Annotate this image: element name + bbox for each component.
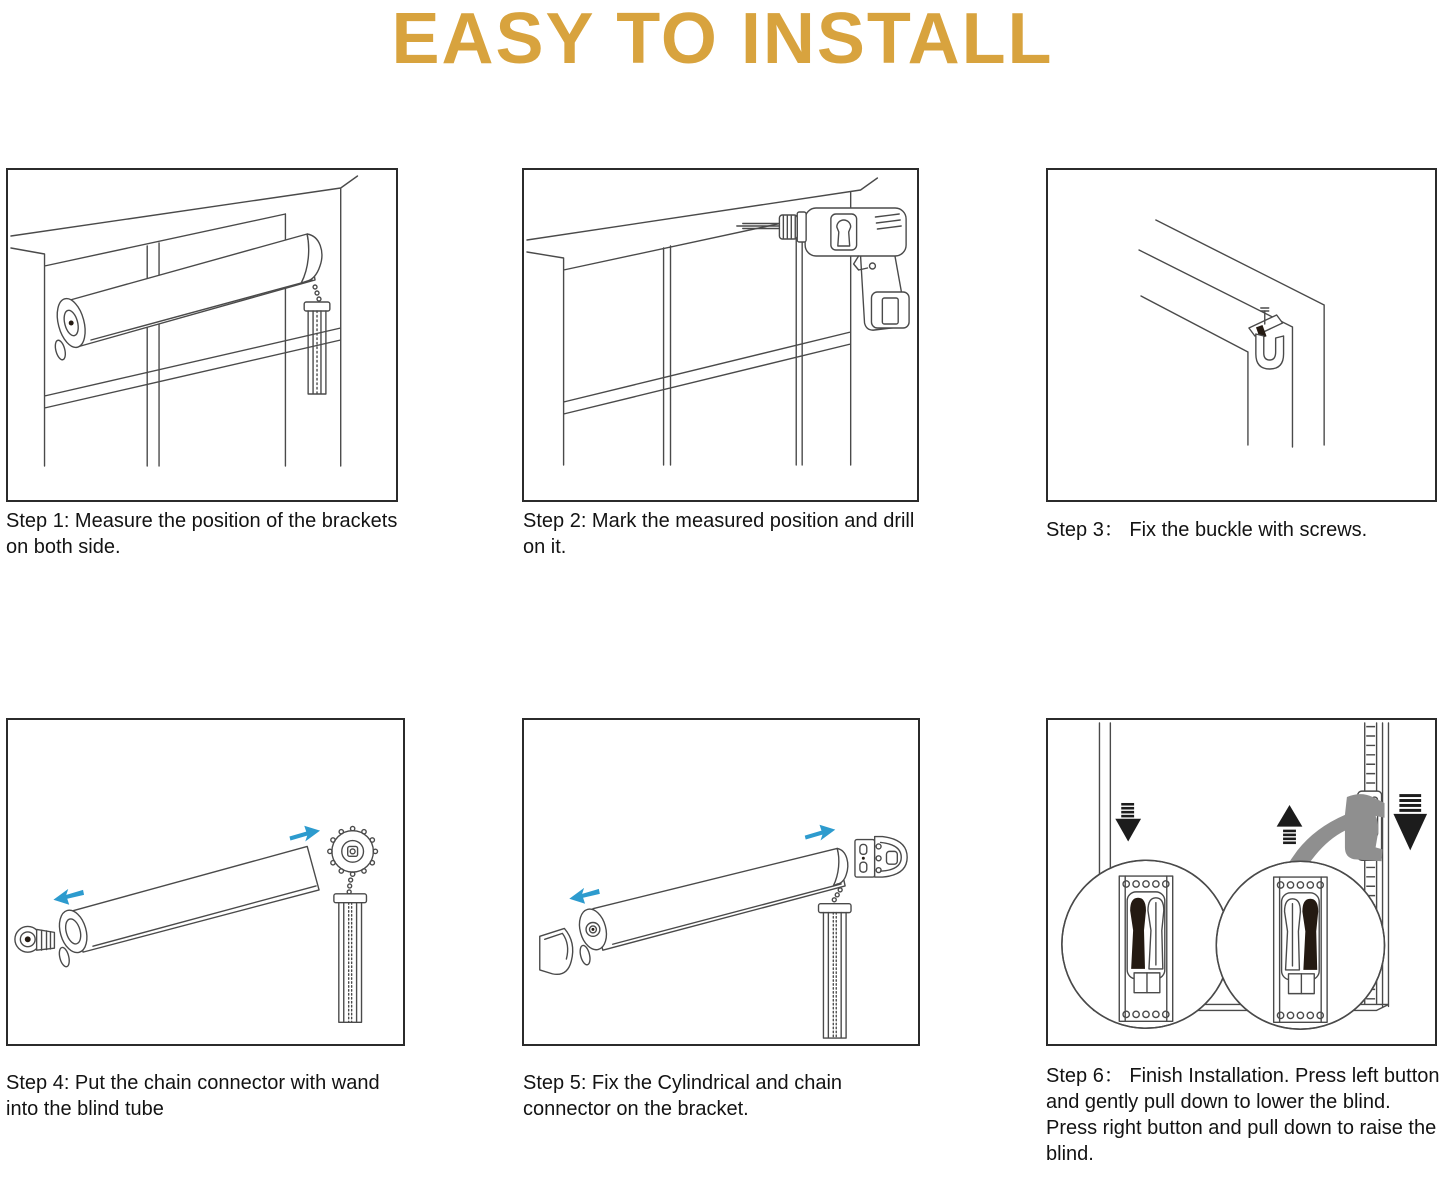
step-1-caption: Step 1: Measure the position of the brackets on both side. (6, 510, 398, 558)
roller-blind (52, 234, 329, 394)
bead-chain (313, 285, 321, 301)
big-down-arrow-icon (1393, 794, 1427, 850)
end-cap-bracket (540, 928, 573, 974)
right-button (1148, 898, 1164, 969)
down-arrow-icon (1115, 803, 1141, 842)
step-5-illustration (524, 720, 918, 1044)
step-3-panel (1046, 168, 1437, 502)
end-plug (15, 926, 55, 952)
step-6-illustration (1048, 720, 1435, 1044)
left-arrow-icon (569, 888, 600, 904)
wand (819, 904, 852, 1038)
step-1-panel (6, 168, 398, 502)
step-2-panel (522, 168, 919, 502)
step-4-panel (6, 718, 405, 1046)
step-6-panel (1046, 718, 1437, 1046)
step-4-illustration (8, 720, 403, 1044)
step-3-illustration (1048, 170, 1435, 500)
step-3-caption: Step 3： Fix the buckle with screws. (1046, 519, 1368, 541)
left-button (1285, 899, 1301, 970)
step-5-panel (522, 718, 920, 1046)
step-4-caption: Step 4: Put the chain connector with wand into the blind tube (6, 1072, 380, 1120)
wand (334, 894, 367, 1022)
blind-tube (55, 846, 319, 967)
page-title: EASY TO INSTALL (391, 0, 1054, 79)
buckle (1249, 308, 1284, 369)
wall-bracket (855, 837, 907, 878)
step-6-caption: Step 6： Finish Installation. Press left button and gently pull down to lower the blind. Press right button and pull down to raise the blind. (1046, 1065, 1440, 1165)
drill-icon (737, 208, 909, 330)
chain-clutch (328, 826, 378, 893)
step-1-illustration (8, 170, 396, 500)
blind-tube (575, 848, 848, 965)
left-closeup-circle (1062, 860, 1230, 1028)
step-5-caption: Step 5: Fix the Cylindrical and chain connector on the bracket. (523, 1072, 843, 1120)
right-arrow-icon (289, 826, 320, 842)
up-arrow-icon (1277, 805, 1303, 844)
step-2-caption: Step 2: Mark the measured position and drill on it. (523, 510, 915, 558)
right-closeup-circle (1216, 861, 1384, 1029)
window-frame-corner (1139, 220, 1324, 447)
step-2-illustration (524, 170, 917, 500)
wand (304, 302, 330, 394)
right-arrow-icon (805, 825, 836, 841)
left-arrow-icon (53, 889, 84, 905)
bead-chain (832, 888, 842, 902)
